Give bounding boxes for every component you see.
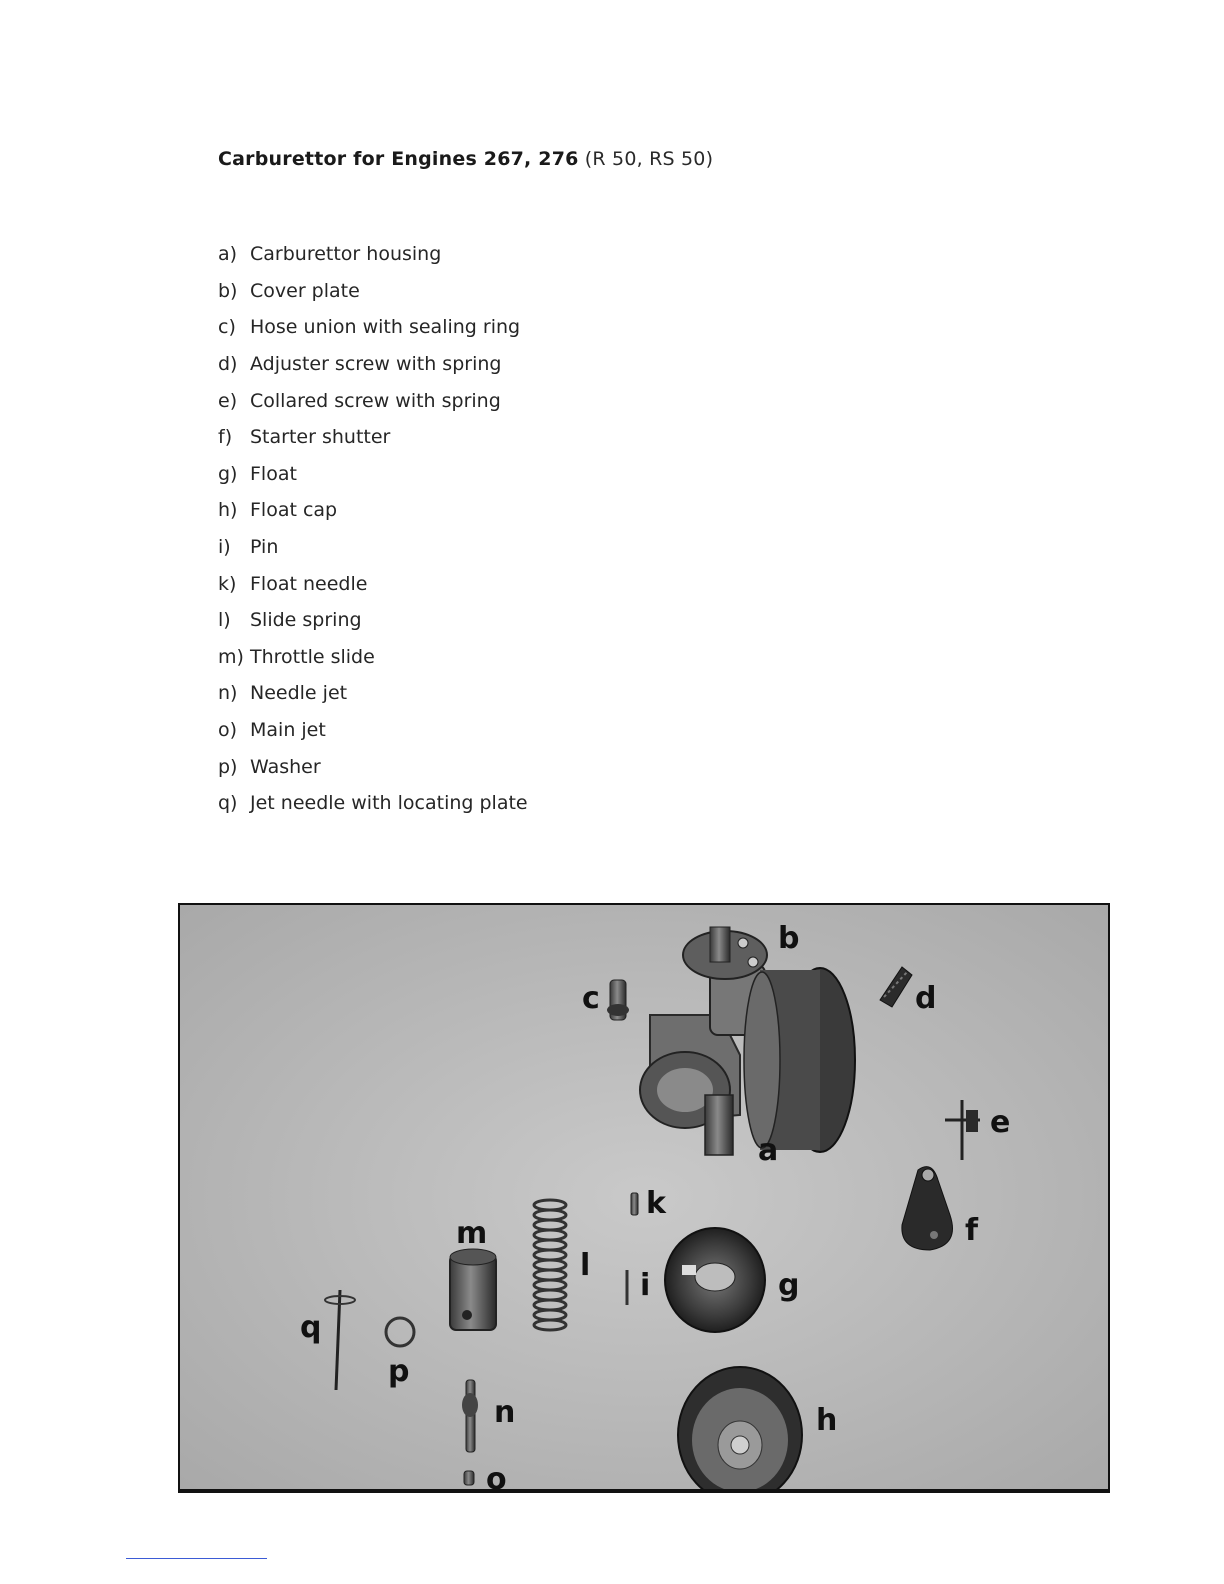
legend-name: Pin: [250, 536, 279, 559]
title-main: Carburettor for Engines 267, 276: [218, 148, 579, 170]
exploded-view-drawing: [180, 905, 1108, 1489]
legend-item: [218, 382, 528, 419]
callout-g: g: [778, 1268, 800, 1303]
callout-m: m: [456, 1216, 488, 1251]
legend-letter: h): [218, 499, 238, 522]
callout-k: k: [646, 1186, 666, 1221]
legend-name: Jet needle with locating plate: [250, 792, 528, 815]
legend-letter: k): [218, 572, 237, 595]
legend-item: [218, 419, 528, 456]
legend-name: Float needle: [250, 572, 368, 595]
legend-item: [218, 309, 528, 346]
legend-letter: n): [218, 682, 238, 705]
callout-a: a: [758, 1133, 779, 1168]
legend-name: Adjuster screw with spring: [250, 353, 502, 376]
legend-name: Float cap: [250, 499, 338, 522]
legend-item: [218, 565, 528, 602]
callout-d: d: [915, 981, 937, 1016]
callout-f: f: [965, 1213, 979, 1248]
callout-e: e: [990, 1105, 1011, 1140]
legend-letter: e): [218, 389, 238, 412]
footnote-separator: [126, 1558, 267, 1559]
callout-h: h: [816, 1403, 838, 1438]
photo-background: [180, 905, 1108, 1489]
legend-item: [218, 236, 528, 273]
legend-name: Washer: [250, 755, 321, 778]
legend-item: [218, 456, 528, 493]
legend-letter: l): [218, 609, 231, 632]
legend-letter: p): [218, 755, 238, 778]
throttle-slide-part: [450, 1249, 496, 1330]
legend-item: [218, 639, 528, 676]
legend-letter: i): [218, 536, 231, 559]
legend-name: Starter shutter: [250, 426, 391, 449]
legend-letter: a): [218, 243, 238, 266]
parts-legend: [218, 236, 528, 822]
callout-n: n: [494, 1395, 516, 1430]
callout-l: l: [580, 1248, 591, 1283]
legend-letter: f): [218, 426, 233, 449]
callout-q: q: [300, 1310, 322, 1345]
legend-name: Carburettor housing: [250, 243, 442, 266]
legend-item: [218, 492, 528, 529]
legend-name: Needle jet: [250, 682, 348, 705]
float-part: [665, 1228, 765, 1332]
legend-name: Slide spring: [250, 609, 362, 632]
main-jet-part: [464, 1471, 474, 1485]
callout-o: o: [486, 1462, 507, 1489]
hose-union-part: [607, 980, 629, 1020]
legend-item: [218, 785, 528, 822]
float-needle-part: [631, 1193, 638, 1215]
legend-item: [218, 712, 528, 749]
legend-item: [218, 346, 528, 383]
legend-name: Collared screw with spring: [250, 389, 501, 412]
legend-name: Float: [250, 462, 297, 485]
legend-name: Main jet: [250, 719, 326, 742]
float-cap-part: [678, 1367, 802, 1489]
callout-i: i: [640, 1268, 651, 1303]
legend-letter: g): [218, 462, 238, 485]
title-models: (R 50, RS 50): [578, 148, 714, 170]
page-title: [218, 148, 713, 170]
legend-letter: o): [218, 719, 238, 742]
callout-c: c: [582, 981, 600, 1016]
callout-b: b: [778, 921, 800, 956]
legend-item: [218, 602, 528, 639]
legend-letter: b): [218, 279, 238, 302]
callout-p: p: [388, 1354, 410, 1389]
legend-letter: c): [218, 316, 236, 339]
legend-item: [218, 748, 528, 785]
legend-letter: d): [218, 353, 238, 376]
legend-item: [218, 273, 528, 310]
legend-letter: q): [218, 792, 238, 815]
legend-name: Hose union with sealing ring: [250, 316, 521, 339]
legend-name: Cover plate: [250, 279, 360, 302]
legend-name: Throttle slide: [250, 645, 375, 668]
legend-item: [218, 675, 528, 712]
legend-letter: m): [218, 645, 244, 668]
legend-item: [218, 529, 528, 566]
exploded-view-photo: [178, 903, 1110, 1493]
